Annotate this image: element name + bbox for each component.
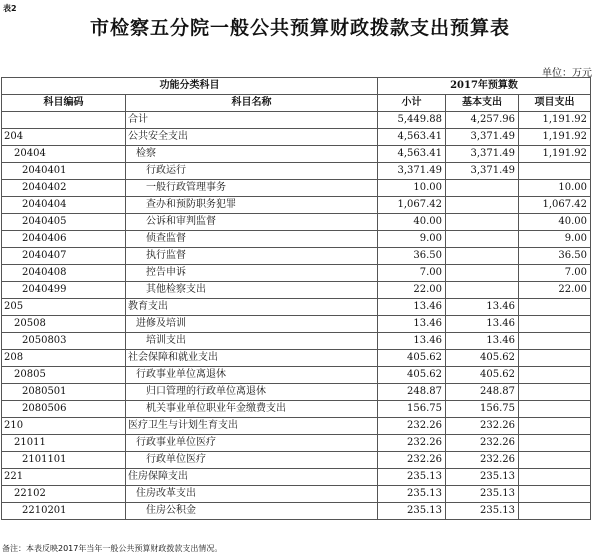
- total-cell: 13.46: [378, 333, 446, 350]
- code-cell: 208: [2, 350, 126, 367]
- code-cell: 210: [2, 418, 126, 435]
- table-number-tag: 表2: [3, 4, 17, 13]
- name-cell: 教育支出: [126, 299, 378, 316]
- basic-cell: [446, 248, 519, 265]
- code-cell: 2040407: [2, 248, 126, 265]
- table-row: [2, 231, 591, 248]
- project-cell: [519, 384, 591, 401]
- table-row: [2, 214, 591, 231]
- basic-cell: 235.13: [446, 469, 519, 486]
- name-cell: 培训支出: [126, 333, 378, 350]
- table-row: [2, 163, 591, 180]
- name-cell: 医疗卫生与计划生育支出: [126, 418, 378, 435]
- name-cell: 行政运行: [126, 163, 378, 180]
- project-cell: 7.00: [519, 265, 591, 282]
- page-title: 市检察五分院一般公共预算财政拨款支出预算表: [89, 17, 510, 39]
- total-cell: 3,371.49: [378, 163, 446, 180]
- table-row: [2, 299, 591, 316]
- total-cell: 232.26: [378, 418, 446, 435]
- project-cell: [519, 163, 591, 180]
- basic-cell: 248.87: [446, 384, 519, 401]
- table-row: [2, 469, 591, 486]
- project-cell: [519, 333, 591, 350]
- table-row: [2, 248, 591, 265]
- table-row: [2, 333, 591, 350]
- code-cell: 20404: [2, 146, 126, 163]
- code-cell: 22102: [2, 486, 126, 503]
- basic-cell: [446, 265, 519, 282]
- total-cell: 235.13: [378, 503, 446, 520]
- footnote: 备注：本表反映2017年当年一般公共预算财政拨款支出情况。: [2, 544, 223, 553]
- project-cell: [519, 367, 591, 384]
- name-cell: 其他检察支出: [126, 282, 378, 299]
- code-cell: 2040406: [2, 231, 126, 248]
- project-cell: 1,191.92: [519, 129, 591, 146]
- name-cell: 查办和预防职务犯罪: [126, 197, 378, 214]
- name-cell: 归口管理的行政单位离退休: [126, 384, 378, 401]
- table-row: [2, 401, 591, 418]
- table-row: [2, 384, 591, 401]
- basic-cell: 4,257.96: [446, 112, 519, 129]
- project-cell: [519, 418, 591, 435]
- basic-cell: [446, 197, 519, 214]
- table-row: [2, 350, 591, 367]
- table-body: [2, 112, 591, 520]
- basic-cell: 3,371.49: [446, 129, 519, 146]
- total-cell: 4,563.41: [378, 129, 446, 146]
- table-row: [2, 435, 591, 452]
- table-row: [2, 265, 591, 282]
- basic-cell: 232.26: [446, 418, 519, 435]
- code-cell: 2101101: [2, 452, 126, 469]
- basic-cell: 235.13: [446, 486, 519, 503]
- basic-cell: 13.46: [446, 316, 519, 333]
- name-cell: 合计: [126, 112, 378, 129]
- name-cell: 行政事业单位离退休: [126, 367, 378, 384]
- header-budget-group: 2017年预算数: [378, 78, 591, 95]
- total-cell: 405.62: [378, 350, 446, 367]
- basic-cell: 13.46: [446, 333, 519, 350]
- name-cell: 住房改革支出: [126, 486, 378, 503]
- budget-table: [1, 77, 591, 520]
- total-cell: 248.87: [378, 384, 446, 401]
- header-name: 科目名称: [126, 95, 378, 112]
- header-total: 小计: [378, 95, 446, 112]
- total-cell: 235.13: [378, 469, 446, 486]
- project-cell: 9.00: [519, 231, 591, 248]
- basic-cell: 3,371.49: [446, 146, 519, 163]
- total-cell: 232.26: [378, 452, 446, 469]
- table-row: [2, 503, 591, 520]
- code-cell: 2050803: [2, 333, 126, 350]
- project-cell: [519, 350, 591, 367]
- table-row: [2, 180, 591, 197]
- basic-cell: 3,371.49: [446, 163, 519, 180]
- total-cell: 232.26: [378, 435, 446, 452]
- table-row: [2, 316, 591, 333]
- basic-cell: 235.13: [446, 503, 519, 520]
- total-cell: 9.00: [378, 231, 446, 248]
- project-cell: 22.00: [519, 282, 591, 299]
- total-cell: 235.13: [378, 486, 446, 503]
- code-cell: [2, 112, 126, 129]
- project-cell: [519, 469, 591, 486]
- table-row: [2, 129, 591, 146]
- unit-label: 单位：万元: [542, 68, 592, 79]
- table-row: [2, 452, 591, 469]
- total-cell: 36.50: [378, 248, 446, 265]
- total-cell: 1,067.42: [378, 197, 446, 214]
- total-cell: 156.75: [378, 401, 446, 418]
- table-row: [2, 112, 591, 129]
- total-cell: 405.62: [378, 367, 446, 384]
- basic-cell: 13.46: [446, 299, 519, 316]
- code-cell: 2040408: [2, 265, 126, 282]
- total-cell: 4,563.41: [378, 146, 446, 163]
- name-cell: 社会保障和就业支出: [126, 350, 378, 367]
- table-row: [2, 486, 591, 503]
- project-cell: 40.00: [519, 214, 591, 231]
- basic-cell: [446, 180, 519, 197]
- name-cell: 公共安全支出: [126, 129, 378, 146]
- name-cell: 住房公积金: [126, 503, 378, 520]
- table-row: [2, 367, 591, 384]
- code-cell: 2210201: [2, 503, 126, 520]
- project-cell: [519, 401, 591, 418]
- name-cell: 进修及培训: [126, 316, 378, 333]
- project-cell: [519, 316, 591, 333]
- name-cell: 行政单位医疗: [126, 452, 378, 469]
- table-row: [2, 282, 591, 299]
- name-cell: 检察: [126, 146, 378, 163]
- name-cell: 行政事业单位医疗: [126, 435, 378, 452]
- total-cell: 22.00: [378, 282, 446, 299]
- code-cell: 20508: [2, 316, 126, 333]
- header-basic: 基本支出: [446, 95, 519, 112]
- project-cell: 1,191.92: [519, 112, 591, 129]
- total-cell: 7.00: [378, 265, 446, 282]
- code-cell: 2040405: [2, 214, 126, 231]
- name-cell: 一般行政管理事务: [126, 180, 378, 197]
- basic-cell: [446, 282, 519, 299]
- total-cell: 10.00: [378, 180, 446, 197]
- code-cell: 2040401: [2, 163, 126, 180]
- name-cell: 机关事业单位职业年金缴费支出: [126, 401, 378, 418]
- code-cell: 2040404: [2, 197, 126, 214]
- header-project: 项目支出: [519, 95, 591, 112]
- basic-cell: [446, 231, 519, 248]
- total-cell: 5,449.88: [378, 112, 446, 129]
- basic-cell: [446, 214, 519, 231]
- total-cell: 13.46: [378, 316, 446, 333]
- basic-cell: 405.62: [446, 367, 519, 384]
- table-row: [2, 197, 591, 214]
- basic-cell: 156.75: [446, 401, 519, 418]
- header-code: 科目编码: [2, 95, 126, 112]
- code-cell: 2040499: [2, 282, 126, 299]
- project-cell: 1,191.92: [519, 146, 591, 163]
- code-cell: 204: [2, 129, 126, 146]
- project-cell: 10.00: [519, 180, 591, 197]
- project-cell: [519, 435, 591, 452]
- code-cell: 2080506: [2, 401, 126, 418]
- code-cell: 2040402: [2, 180, 126, 197]
- project-cell: 36.50: [519, 248, 591, 265]
- name-cell: 公诉和审判监督: [126, 214, 378, 231]
- code-cell: 2080501: [2, 384, 126, 401]
- name-cell: 控告申诉: [126, 265, 378, 282]
- project-cell: [519, 486, 591, 503]
- header-function-group: 功能分类科目: [2, 78, 378, 95]
- code-cell: 205: [2, 299, 126, 316]
- code-cell: 20805: [2, 367, 126, 384]
- code-cell: 21011: [2, 435, 126, 452]
- name-cell: 侦查监督: [126, 231, 378, 248]
- header-column-row: [2, 95, 591, 112]
- project-cell: [519, 503, 591, 520]
- basic-cell: 405.62: [446, 350, 519, 367]
- name-cell: 住房保障支出: [126, 469, 378, 486]
- header-group-row: [2, 78, 591, 95]
- name-cell: 执行监督: [126, 248, 378, 265]
- code-cell: 221: [2, 469, 126, 486]
- project-cell: [519, 299, 591, 316]
- total-cell: 13.46: [378, 299, 446, 316]
- table-row: [2, 418, 591, 435]
- project-cell: [519, 452, 591, 469]
- total-cell: 40.00: [378, 214, 446, 231]
- basic-cell: 232.26: [446, 435, 519, 452]
- project-cell: 1,067.42: [519, 197, 591, 214]
- table-row: [2, 146, 591, 163]
- basic-cell: 232.26: [446, 452, 519, 469]
